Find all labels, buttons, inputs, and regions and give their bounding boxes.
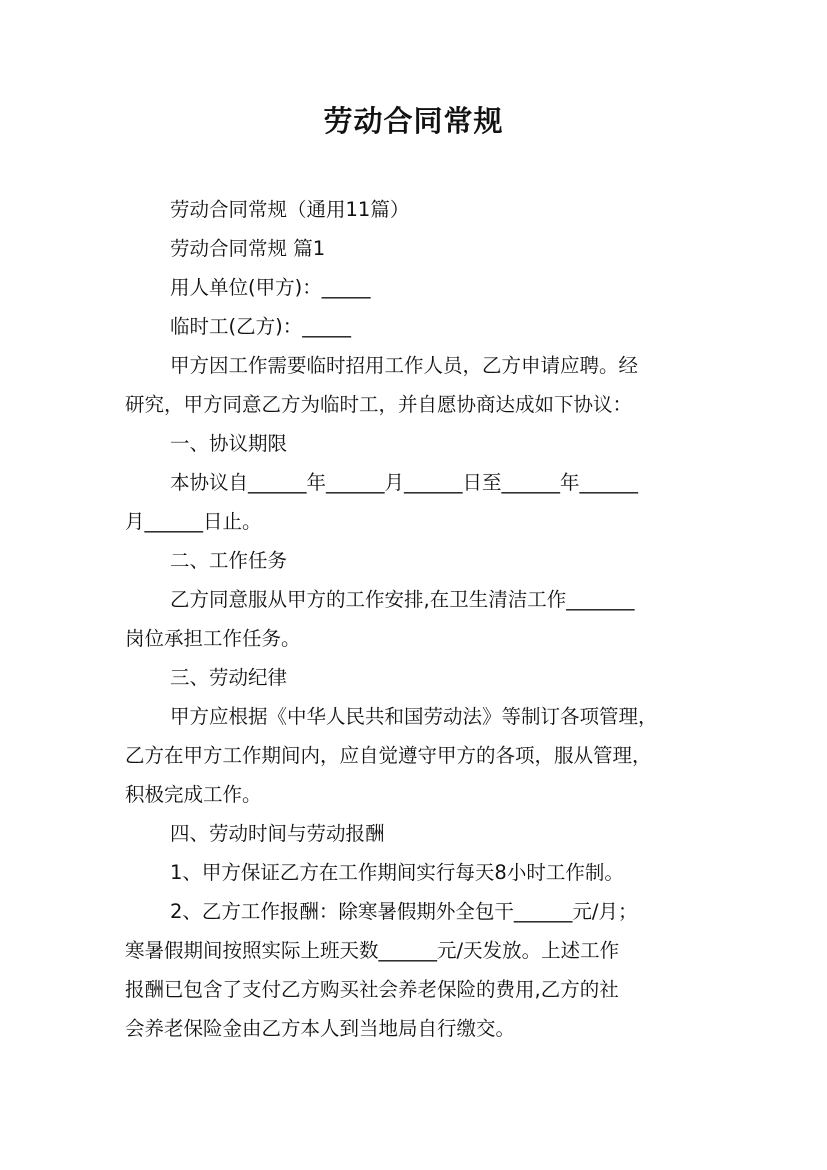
paragraph-line: 乙方在甲方工作期间内，应自觉遵守甲方的各项，服从管理， [125, 744, 652, 767]
paragraph-line: 寒暑假期间按照实际上班天数______元/天发放。上述工作 [125, 939, 620, 962]
paragraph-line: 积极完成工作。 [125, 783, 262, 806]
document-title: 劳动合同常规 [323, 104, 504, 138]
paragraph-line: 1、甲方保证乙方在工作期间实行每天8小时工作制。 [170, 861, 624, 884]
clause-heading: 二、工作任务 [170, 549, 288, 572]
paragraph-line: 乙方同意服从甲方的工作安排,在卫生清洁工作_______ [170, 588, 635, 611]
section-heading: 劳动合同常规 篇1 [170, 237, 326, 260]
paragraph-line: 会养老保险金由乙方本人到当地局自行缴交。 [125, 1017, 516, 1040]
paragraph-line: 月______日止。 [125, 510, 262, 533]
paragraph-line: 甲方应根据《中华人民共和国劳动法》等制订各项管理， [170, 705, 658, 728]
paragraph-line: 研究，甲方同意乙方为临时工，并自愿协商达成如下协议： [125, 393, 633, 416]
paragraph-line: 岗位承担工作任务。 [125, 627, 301, 650]
doc-subtitle: 劳动合同常规（通用11篇） [170, 198, 410, 221]
party-b-line: 临时工(乙方)：_____ [170, 315, 351, 338]
paragraph-line: 甲方因工作需要临时招用工作人员，乙方申请应聘。经 [170, 354, 639, 377]
paragraph-line: 本协议自______年______月______日至______年______ [170, 471, 639, 494]
party-a-line: 用人单位(甲方)：_____ [170, 276, 371, 299]
paragraph-line: 报酬已包含了支付乙方购买社会养老保险的费用,乙方的社 [125, 978, 619, 1001]
clause-heading: 四、劳动时间与劳动报酬 [170, 822, 385, 845]
paragraph-line: 2、乙方工作报酬：除寒暑假期外全包干______元/月； [170, 900, 638, 923]
clause-heading: 一、协议期限 [170, 432, 288, 455]
clause-heading: 三、劳动纪律 [170, 666, 288, 689]
